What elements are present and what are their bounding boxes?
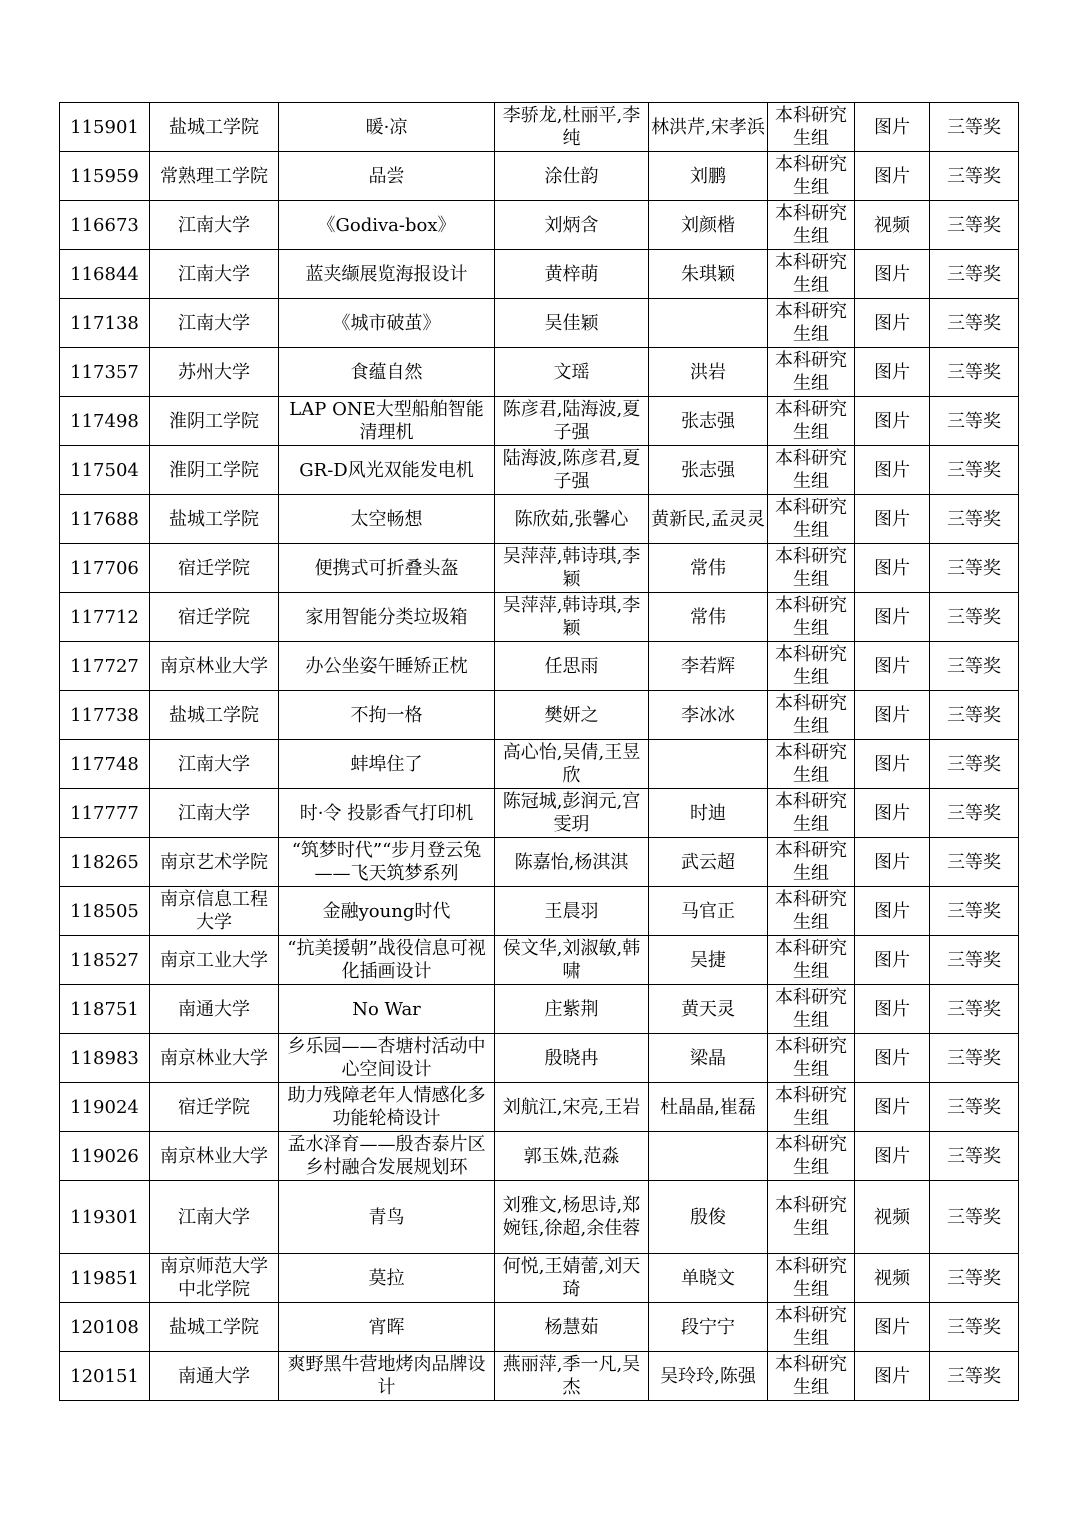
advisor-cell: 马官正 — [649, 887, 768, 936]
award-cell: 三等奖 — [930, 593, 1019, 642]
entry-id-cell: 116673 — [60, 201, 150, 250]
group-cell: 本科研究生组 — [768, 446, 855, 495]
table-row — [60, 1132, 1019, 1181]
award-cell: 三等奖 — [930, 152, 1019, 201]
work-type-cell: 图片 — [855, 348, 930, 397]
entry-id-cell: 117738 — [60, 691, 150, 740]
entry-id-cell: 117748 — [60, 740, 150, 789]
advisor-cell: 张志强 — [649, 397, 768, 446]
advisor-cell: 李冰冰 — [649, 691, 768, 740]
authors-cell: 殷晓冉 — [495, 1034, 649, 1083]
work-title-cell: 时·令 投影香气打印机 — [279, 789, 495, 838]
entry-id-cell: 117504 — [60, 446, 150, 495]
entry-id-cell: 117777 — [60, 789, 150, 838]
school-cell: 南京林业大学 — [150, 642, 279, 691]
authors-cell: 陈冠城,彭润元,宫雯玥 — [495, 789, 649, 838]
work-title-cell: 家用智能分类垃圾箱 — [279, 593, 495, 642]
work-title-cell: 爽野黑牛营地烤肉品牌设计 — [279, 1352, 495, 1401]
authors-cell: 何悦,王婧蕾,刘天琦 — [495, 1254, 649, 1303]
work-type-cell: 图片 — [855, 838, 930, 887]
table-row — [60, 887, 1019, 936]
entry-id-cell: 118983 — [60, 1034, 150, 1083]
entry-id-cell: 119301 — [60, 1181, 150, 1254]
school-cell: 盐城工学院 — [150, 103, 279, 152]
advisor-cell: 洪岩 — [649, 348, 768, 397]
entry-id-cell: 119024 — [60, 1083, 150, 1132]
school-cell: 南京工业大学 — [150, 936, 279, 985]
award-cell: 三等奖 — [930, 1083, 1019, 1132]
table-row — [60, 250, 1019, 299]
group-cell: 本科研究生组 — [768, 1132, 855, 1181]
table-row — [60, 103, 1019, 152]
work-title-cell: “抗美援朝”战役信息可视化插画设计 — [279, 936, 495, 985]
school-cell: 盐城工学院 — [150, 1303, 279, 1352]
entry-id-cell: 117357 — [60, 348, 150, 397]
table-row — [60, 1083, 1019, 1132]
school-cell: 苏州大学 — [150, 348, 279, 397]
group-cell: 本科研究生组 — [768, 691, 855, 740]
group-cell: 本科研究生组 — [768, 789, 855, 838]
table-row — [60, 152, 1019, 201]
work-type-cell: 图片 — [855, 544, 930, 593]
table-row — [60, 1034, 1019, 1083]
group-cell: 本科研究生组 — [768, 201, 855, 250]
authors-cell: 刘雅文,杨思诗,郑婉钰,徐超,余佳蓉 — [495, 1181, 649, 1254]
award-cell: 三等奖 — [930, 985, 1019, 1034]
advisor-cell: 朱琪颖 — [649, 250, 768, 299]
work-type-cell: 图片 — [855, 642, 930, 691]
school-cell: 南通大学 — [150, 1352, 279, 1401]
award-cell: 三等奖 — [930, 495, 1019, 544]
work-title-cell: 办公坐姿午睡矫正枕 — [279, 642, 495, 691]
award-cell: 三等奖 — [930, 250, 1019, 299]
group-cell: 本科研究生组 — [768, 740, 855, 789]
group-cell: 本科研究生组 — [768, 152, 855, 201]
authors-cell: 吴佳颖 — [495, 299, 649, 348]
work-type-cell: 图片 — [855, 1132, 930, 1181]
work-type-cell: 图片 — [855, 299, 930, 348]
work-type-cell: 图片 — [855, 1352, 930, 1401]
award-cell: 三等奖 — [930, 1352, 1019, 1401]
school-cell: 南京艺术学院 — [150, 838, 279, 887]
work-type-cell: 图片 — [855, 593, 930, 642]
table-row — [60, 446, 1019, 495]
advisor-cell: 黄新民,孟灵灵 — [649, 495, 768, 544]
entry-id-cell: 117706 — [60, 544, 150, 593]
school-cell: 江南大学 — [150, 1181, 279, 1254]
authors-cell: 涂仕韵 — [495, 152, 649, 201]
school-cell: 南京师范大学中北学院 — [150, 1254, 279, 1303]
award-cell: 三等奖 — [930, 1303, 1019, 1352]
authors-cell: 高心怡,吴倩,王昱欣 — [495, 740, 649, 789]
advisor-cell: 梁晶 — [649, 1034, 768, 1083]
advisor-cell — [649, 1132, 768, 1181]
table-row — [60, 201, 1019, 250]
advisor-cell: 常伟 — [649, 593, 768, 642]
school-cell: 南通大学 — [150, 985, 279, 1034]
table-row — [60, 691, 1019, 740]
advisor-cell: 时迪 — [649, 789, 768, 838]
table-row — [60, 1181, 1019, 1254]
school-cell: 南京林业大学 — [150, 1034, 279, 1083]
entry-id-cell: 119851 — [60, 1254, 150, 1303]
work-type-cell: 视频 — [855, 1181, 930, 1254]
advisor-cell: 杜晶晶,崔磊 — [649, 1083, 768, 1132]
group-cell: 本科研究生组 — [768, 397, 855, 446]
work-title-cell: 莫拉 — [279, 1254, 495, 1303]
group-cell: 本科研究生组 — [768, 1083, 855, 1132]
school-cell: 江南大学 — [150, 740, 279, 789]
award-cell: 三等奖 — [930, 1034, 1019, 1083]
authors-cell: 任思雨 — [495, 642, 649, 691]
table-row — [60, 495, 1019, 544]
work-type-cell: 视频 — [855, 201, 930, 250]
advisor-cell: 段宁宁 — [649, 1303, 768, 1352]
group-cell: 本科研究生组 — [768, 299, 855, 348]
award-cell: 三等奖 — [930, 103, 1019, 152]
table-row — [60, 838, 1019, 887]
authors-cell: 燕丽萍,季一凡,吴杰 — [495, 1352, 649, 1401]
table-row — [60, 1303, 1019, 1352]
school-cell: 淮阴工学院 — [150, 397, 279, 446]
work-type-cell: 视频 — [855, 1254, 930, 1303]
table-row — [60, 348, 1019, 397]
work-type-cell: 图片 — [855, 397, 930, 446]
award-cell: 三等奖 — [930, 740, 1019, 789]
award-cell: 三等奖 — [930, 397, 1019, 446]
authors-cell: 刘航江,宋亮,王岩 — [495, 1083, 649, 1132]
entry-id-cell: 116844 — [60, 250, 150, 299]
work-type-cell: 图片 — [855, 1034, 930, 1083]
work-title-cell: 青鸟 — [279, 1181, 495, 1254]
work-title-cell: 助力残障老年人情感化多功能轮椅设计 — [279, 1083, 495, 1132]
group-cell: 本科研究生组 — [768, 1254, 855, 1303]
work-type-cell: 图片 — [855, 446, 930, 495]
work-title-cell: “筑梦时代”“步月登云兔——飞天筑梦系列 — [279, 838, 495, 887]
entry-id-cell: 118265 — [60, 838, 150, 887]
table-row — [60, 1254, 1019, 1303]
advisor-cell: 吴玲玲,陈强 — [649, 1352, 768, 1401]
authors-cell: 樊妍之 — [495, 691, 649, 740]
entry-id-cell: 118505 — [60, 887, 150, 936]
entry-id-cell: 117688 — [60, 495, 150, 544]
table-row — [60, 1352, 1019, 1401]
group-cell: 本科研究生组 — [768, 887, 855, 936]
advisor-cell: 武云超 — [649, 838, 768, 887]
work-type-cell: 图片 — [855, 936, 930, 985]
school-cell: 江南大学 — [150, 789, 279, 838]
table-row — [60, 642, 1019, 691]
school-cell: 江南大学 — [150, 250, 279, 299]
authors-cell: 李骄龙,杜丽平,李纯 — [495, 103, 649, 152]
advisor-cell: 常伟 — [649, 544, 768, 593]
award-cell: 三等奖 — [930, 201, 1019, 250]
work-title-cell: 《Godiva-box》 — [279, 201, 495, 250]
advisor-cell — [649, 740, 768, 789]
award-cell: 三等奖 — [930, 544, 1019, 593]
authors-cell: 陈嘉怡,杨淇淇 — [495, 838, 649, 887]
group-cell: 本科研究生组 — [768, 348, 855, 397]
table-row — [60, 985, 1019, 1034]
work-title-cell: 不拘一格 — [279, 691, 495, 740]
table-row — [60, 299, 1019, 348]
school-cell: 宿迁学院 — [150, 1083, 279, 1132]
work-type-cell: 图片 — [855, 495, 930, 544]
work-title-cell: 孟水泽育——殷杏泰片区乡村融合发展规划环 — [279, 1132, 495, 1181]
school-cell: 江南大学 — [150, 201, 279, 250]
school-cell: 南京信息工程大学 — [150, 887, 279, 936]
work-type-cell: 图片 — [855, 691, 930, 740]
authors-cell: 刘炳含 — [495, 201, 649, 250]
entry-id-cell: 117712 — [60, 593, 150, 642]
school-cell: 南京林业大学 — [150, 1132, 279, 1181]
authors-cell: 侯文华,刘淑敏,韩啸 — [495, 936, 649, 985]
work-type-cell: 图片 — [855, 789, 930, 838]
award-cell: 三等奖 — [930, 348, 1019, 397]
school-cell: 宿迁学院 — [150, 544, 279, 593]
work-title-cell: 乡乐园——杏塘村活动中心空间设计 — [279, 1034, 495, 1083]
authors-cell: 吴萍萍,韩诗琪,李颖 — [495, 593, 649, 642]
entry-id-cell: 118527 — [60, 936, 150, 985]
entry-id-cell: 117727 — [60, 642, 150, 691]
award-cell: 三等奖 — [930, 887, 1019, 936]
group-cell: 本科研究生组 — [768, 642, 855, 691]
work-type-cell: 图片 — [855, 152, 930, 201]
group-cell: 本科研究生组 — [768, 1303, 855, 1352]
advisor-cell: 张志强 — [649, 446, 768, 495]
authors-cell: 吴萍萍,韩诗琪,李颖 — [495, 544, 649, 593]
entry-id-cell: 115901 — [60, 103, 150, 152]
entry-id-cell: 117498 — [60, 397, 150, 446]
work-title-cell: LAP ONE大型船舶智能清理机 — [279, 397, 495, 446]
authors-cell: 陆海波,陈彦君,夏子强 — [495, 446, 649, 495]
authors-cell: 陈彦君,陆海波,夏子强 — [495, 397, 649, 446]
table-row — [60, 740, 1019, 789]
work-type-cell: 图片 — [855, 887, 930, 936]
work-title-cell: 蓝夹缬展览海报设计 — [279, 250, 495, 299]
work-title-cell: 品尝 — [279, 152, 495, 201]
authors-cell: 王晨羽 — [495, 887, 649, 936]
entry-id-cell: 117138 — [60, 299, 150, 348]
work-type-cell: 图片 — [855, 1083, 930, 1132]
advisor-cell: 单晓文 — [649, 1254, 768, 1303]
group-cell: 本科研究生组 — [768, 1034, 855, 1083]
work-title-cell: GR-D风光双能发电机 — [279, 446, 495, 495]
entry-id-cell: 119026 — [60, 1132, 150, 1181]
work-title-cell: 太空畅想 — [279, 495, 495, 544]
advisor-cell: 刘鹏 — [649, 152, 768, 201]
work-title-cell: 《城市破茧》 — [279, 299, 495, 348]
authors-cell: 杨慧茹 — [495, 1303, 649, 1352]
advisor-cell: 吴捷 — [649, 936, 768, 985]
group-cell: 本科研究生组 — [768, 495, 855, 544]
group-cell: 本科研究生组 — [768, 1352, 855, 1401]
award-cell: 三等奖 — [930, 691, 1019, 740]
school-cell: 淮阴工学院 — [150, 446, 279, 495]
school-cell: 盐城工学院 — [150, 495, 279, 544]
group-cell: 本科研究生组 — [768, 936, 855, 985]
work-title-cell: 食蕴自然 — [279, 348, 495, 397]
award-cell: 三等奖 — [930, 936, 1019, 985]
table-body — [60, 103, 1019, 1401]
table-row — [60, 397, 1019, 446]
award-cell: 三等奖 — [930, 838, 1019, 887]
work-type-cell: 图片 — [855, 740, 930, 789]
advisor-cell: 殷俊 — [649, 1181, 768, 1254]
table-row — [60, 544, 1019, 593]
school-cell: 江南大学 — [150, 299, 279, 348]
advisor-cell: 黄天灵 — [649, 985, 768, 1034]
advisor-cell: 李若辉 — [649, 642, 768, 691]
group-cell: 本科研究生组 — [768, 544, 855, 593]
authors-cell: 庄紫荆 — [495, 985, 649, 1034]
work-title-cell: No War — [279, 985, 495, 1034]
group-cell: 本科研究生组 — [768, 1181, 855, 1254]
award-cell: 三等奖 — [930, 1132, 1019, 1181]
school-cell: 常熟理工学院 — [150, 152, 279, 201]
work-title-cell: 宵晖 — [279, 1303, 495, 1352]
school-cell: 盐城工学院 — [150, 691, 279, 740]
entry-id-cell: 120108 — [60, 1303, 150, 1352]
award-cell: 三等奖 — [930, 299, 1019, 348]
group-cell: 本科研究生组 — [768, 838, 855, 887]
table-row — [60, 936, 1019, 985]
work-title-cell: 便携式可折叠头盔 — [279, 544, 495, 593]
work-type-cell: 图片 — [855, 1303, 930, 1352]
award-cell: 三等奖 — [930, 446, 1019, 495]
work-type-cell: 图片 — [855, 103, 930, 152]
work-type-cell: 图片 — [855, 985, 930, 1034]
authors-cell: 陈欣茹,张馨心 — [495, 495, 649, 544]
award-cell: 三等奖 — [930, 789, 1019, 838]
advisor-cell: 林洪芹,宋孝浜 — [649, 103, 768, 152]
school-cell: 宿迁学院 — [150, 593, 279, 642]
table-row — [60, 593, 1019, 642]
advisor-cell — [649, 299, 768, 348]
table-row — [60, 789, 1019, 838]
award-cell: 三等奖 — [930, 1181, 1019, 1254]
advisor-cell: 刘颜楷 — [649, 201, 768, 250]
group-cell: 本科研究生组 — [768, 985, 855, 1034]
award-cell: 三等奖 — [930, 1254, 1019, 1303]
work-title-cell: 蚌埠住了 — [279, 740, 495, 789]
authors-cell: 文瑶 — [495, 348, 649, 397]
entry-id-cell: 115959 — [60, 152, 150, 201]
authors-cell: 郭玉姝,范淼 — [495, 1132, 649, 1181]
work-title-cell: 暖·凉 — [279, 103, 495, 152]
entry-id-cell: 120151 — [60, 1352, 150, 1401]
work-title-cell: 金融young时代 — [279, 887, 495, 936]
authors-cell: 黄梓萌 — [495, 250, 649, 299]
group-cell: 本科研究生组 — [768, 593, 855, 642]
group-cell: 本科研究生组 — [768, 250, 855, 299]
award-cell: 三等奖 — [930, 642, 1019, 691]
entry-id-cell: 118751 — [60, 985, 150, 1034]
work-type-cell: 图片 — [855, 250, 930, 299]
group-cell: 本科研究生组 — [768, 103, 855, 152]
award-table — [59, 102, 1019, 1401]
